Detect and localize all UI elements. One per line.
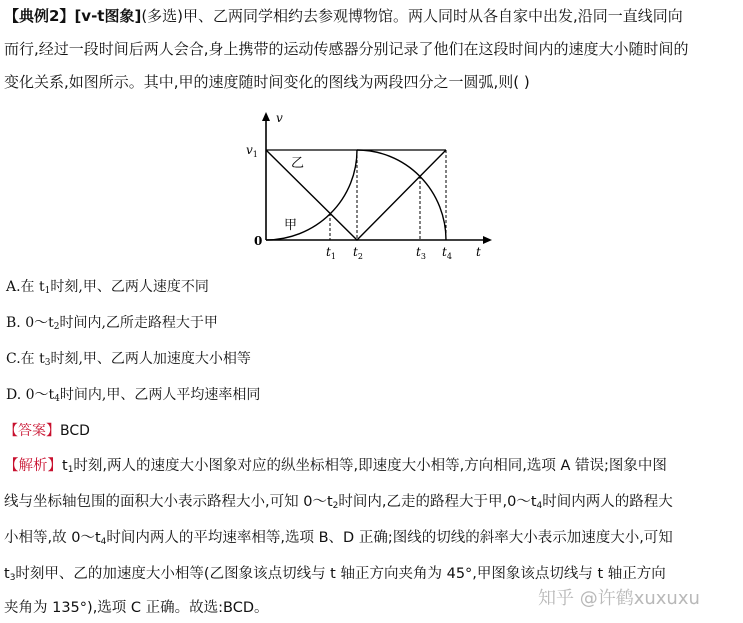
option-d: D. $0\sim t_4$时间内,甲、乙两人平均速率相同	[6, 387, 261, 404]
analysis-line-1: 【解析】$t_1$时刻,两人的速度大小图象对应的纵坐标相等,即速度大小相等,方向相同,选项 A 错误;图象中图	[4, 458, 667, 475]
t-axis-arrow	[483, 236, 492, 244]
analysis-line-4: $t_3$时刻甲、乙的加速度大小相等(乙图象该点切线与 t 轴正方向夹角为 45°,甲图象该点切线与 t 轴正方向	[4, 566, 666, 583]
analysis-line-3: 小相等,故 $0\sim t_4$时间内两人的平均速率相等,选项 B、D 正确;图线的切线的斜率大小表示加速度大小,可知	[4, 530, 673, 547]
v-axis-label: v	[276, 111, 283, 125]
question-text-1: (多选)甲、乙两同学相约去参观博物馆。两人同时从各自家中出发,沿同一直线同向	[141, 7, 683, 25]
vt-graph	[240, 108, 496, 268]
answer-value: BCD	[60, 423, 90, 439]
analysis-line-5: 夹角为 135°),选项 C 正确。故选:BCD。	[4, 600, 269, 616]
analysis-line-2: 线与坐标轴包围的面积大小表示路程大小,可知 $0\sim t_2$时间内,乙走的路程大于甲$,0\sim t_4$时间内两人的路程大	[4, 494, 673, 511]
option-b: B. $0\sim t_2$时间内,乙所走路程大于甲	[6, 315, 218, 332]
t3-label: $t_3$	[416, 245, 426, 261]
t2-label: $t_2$	[353, 245, 363, 261]
zhihu-watermark: 知乎 @许鹤xuxuxu	[538, 588, 700, 609]
t4-label: $t_4$	[442, 245, 452, 261]
yi-label: 乙	[291, 156, 305, 171]
v1-label: $v_1$	[246, 143, 258, 159]
t1-label: $t_1$	[326, 245, 336, 261]
answer-line	[4, 421, 90, 441]
option-c: C.在 $t_3$时刻,甲、乙两人加速度大小相等	[6, 351, 251, 368]
v-axis-arrow	[262, 112, 270, 121]
question-line-3: 变化关系,如图所示。其中,甲的速度随时间变化的图线为两段四分之一圆弧,则( )	[4, 73, 530, 91]
origin-label: 0	[254, 234, 263, 248]
analysis-label: 【解析】	[4, 458, 62, 474]
question-line-1	[4, 6, 683, 26]
option-a: A.在 $t_1$时刻,甲、乙两人速度不同	[6, 279, 209, 296]
t-axis-label: t	[476, 245, 481, 259]
answer-label: 【答案】	[4, 423, 60, 439]
question-type: [v-t图象]	[74, 7, 142, 25]
jia-label: 甲	[284, 218, 298, 233]
question-line-2: 而行,经过一段时间后两人会合,身上携带的运动传感器分别记录了他们在这段时间内的速度大小随时间的	[4, 40, 689, 58]
example-tag: 【典例2】	[4, 7, 75, 25]
